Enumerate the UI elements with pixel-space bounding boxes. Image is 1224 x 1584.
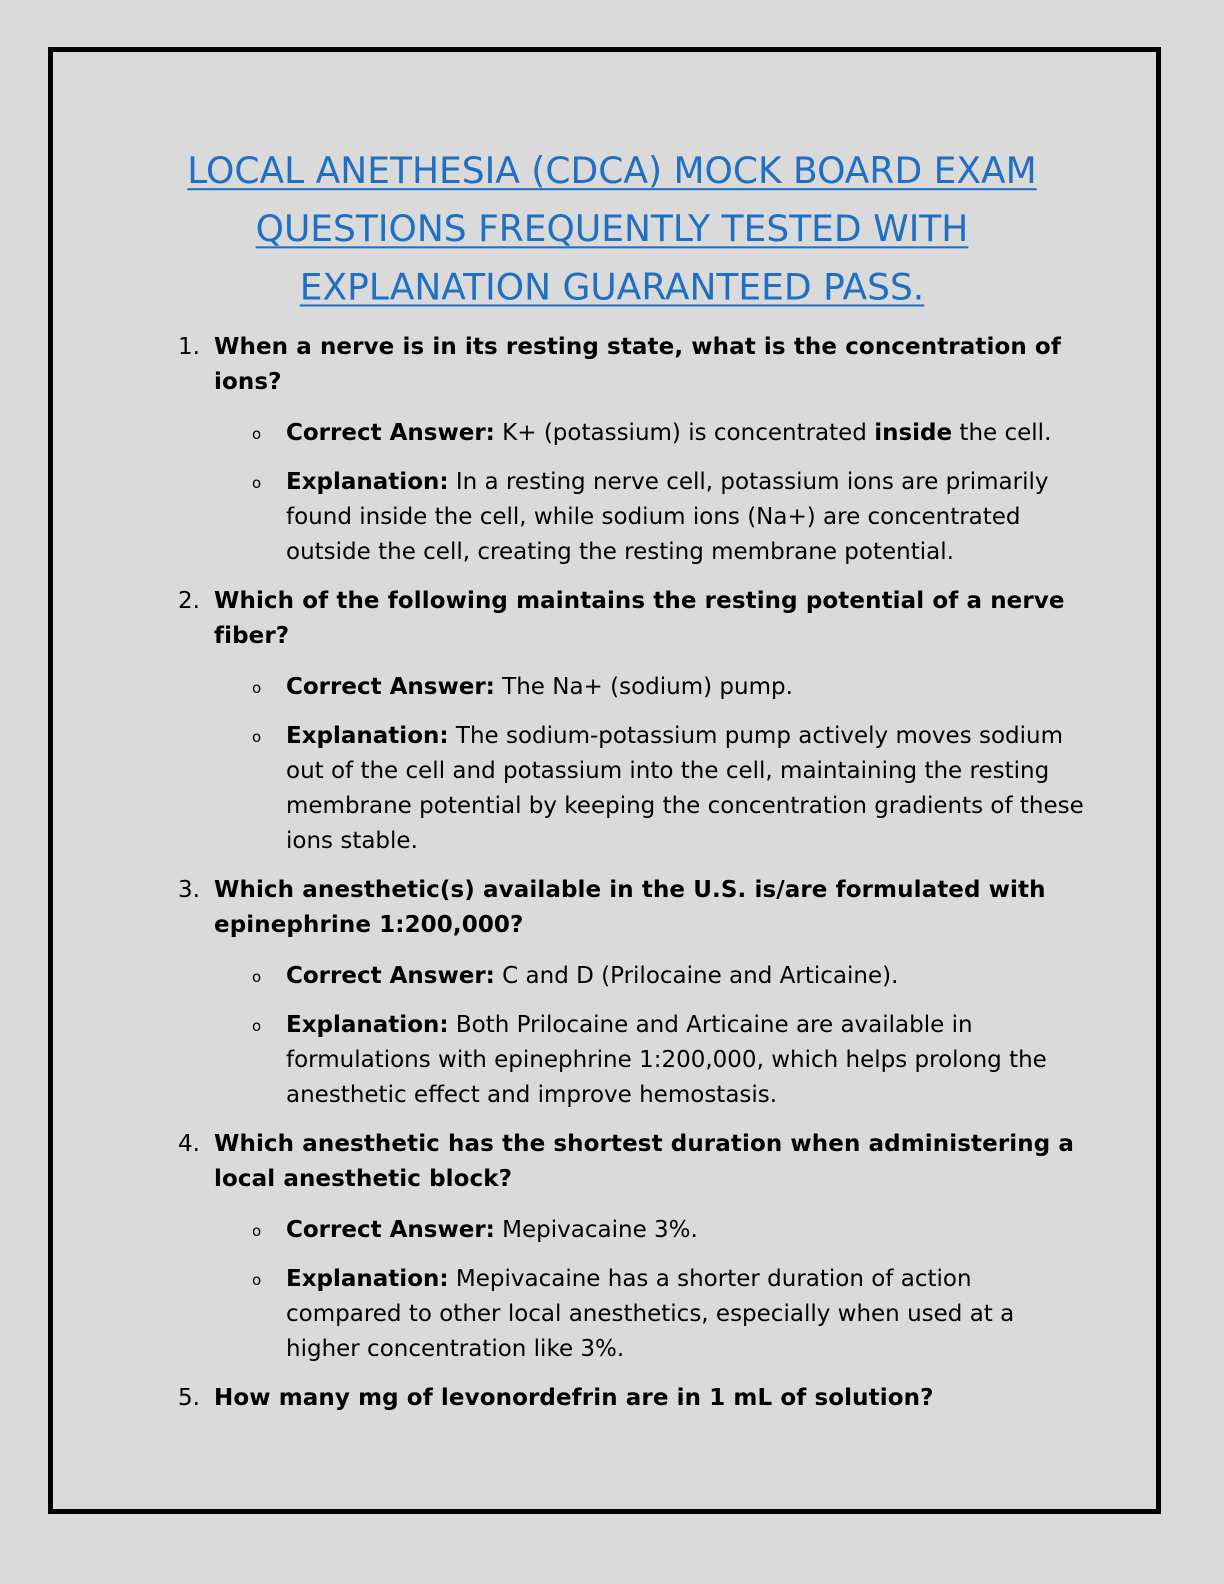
correct-answer-text: C and D (Prilocaine and Articaine). [502,963,899,989]
bullet-icon: o [252,728,262,746]
answer-list [214,959,1090,1113]
correct-answer-text: Mepivacaine 3%. [502,1217,698,1243]
answer-list [214,1213,1090,1367]
explanation-label: Explanation: [286,1266,449,1292]
emphasis-inside: inside [874,420,953,446]
question-number: 1. [178,334,200,360]
title-line-1: LOCAL ANETHESIA (CDCA) MOCK BOARD EXAM [187,150,1037,193]
question-text: Which anesthetic has the shortest duration when administering a local anesthetic block? [214,1131,1075,1192]
bullet-icon: o [252,968,262,986]
explanation-label: Explanation: [286,723,449,749]
explanation [214,1262,1090,1367]
correct-answer [214,416,1090,451]
explanation-label: Explanation: [286,469,449,495]
correct-answer-label: Correct Answer: [286,1217,495,1243]
question-text: Which anesthetic(s) available in the U.S. is/are formulated with epinephrine 1:200,000? [214,877,1046,938]
answer-list [214,670,1090,859]
correct-answer [214,959,1090,994]
question-4 [150,1127,1090,1367]
correct-answer [214,670,1090,705]
answer-list [214,416,1090,570]
bullet-icon: o [252,1271,262,1289]
correct-answer-label: Correct Answer: [286,963,495,989]
question-text: Which of the following maintains the resting potential of a nerve fiber? [214,588,1065,649]
explanation-text: In a resting nerve cell, potassium ions are primarily found inside the cell, while sodium ions (Na+) are concentrated outside the cell, creating the resting membrane potential. [286,469,1049,565]
bullet-icon: o [252,474,262,492]
question-3 [150,873,1090,1113]
explanation-text: Both Prilocaine and Articaine are available in formulations with epinephrine 1:200,000, which helps prolong the anesthetic effect and improve hemostasis. [286,1012,1047,1108]
title-line-2: QUESTIONS FREQUENTLY TESTED WITH [255,208,969,251]
question-5 [150,1381,1090,1416]
question-2 [150,584,1090,859]
question-text: How many mg of levonordefrin are in 1 mL of solution? [214,1385,934,1411]
explanation-label: Explanation: [286,1012,449,1038]
question-list [150,330,1090,1430]
explanation [214,1008,1090,1113]
question-1 [150,330,1090,570]
bullet-icon: o [252,425,262,443]
correct-answer-label: Correct Answer: [286,674,495,700]
bullet-icon: o [252,1222,262,1240]
question-number: 2. [178,588,200,614]
correct-answer [214,1213,1090,1248]
correct-answer-text: The Na+ (sodium) pump. [502,674,793,700]
bullet-icon: o [252,1017,262,1035]
explanation [214,465,1090,570]
question-number: 3. [178,877,200,903]
document-title [150,142,1074,316]
question-number: 5. [178,1385,200,1411]
question-number: 4. [178,1131,200,1157]
explanation [214,719,1090,859]
explanation-text: Mepivacaine has a shorter duration of action compared to other local anesthetics, especially when used at a higher concentration like 3%. [286,1266,1015,1362]
explanation-text: The sodium-potassium pump actively moves sodium out of the cell and potassium into the cell, maintaining the resting membrane potential by keeping the concentration gradients of these ions stable. [286,723,1084,854]
title-line-3: EXPLANATION GUARANTEED PASS. [299,266,925,309]
question-text: When a nerve is in its resting state, what is the concentration of ions? [214,334,1061,395]
correct-answer-text: K+ (potassium) is concentrated inside the cell. [502,420,1052,446]
bullet-icon: o [252,679,262,697]
correct-answer-label: Correct Answer: [286,420,495,446]
